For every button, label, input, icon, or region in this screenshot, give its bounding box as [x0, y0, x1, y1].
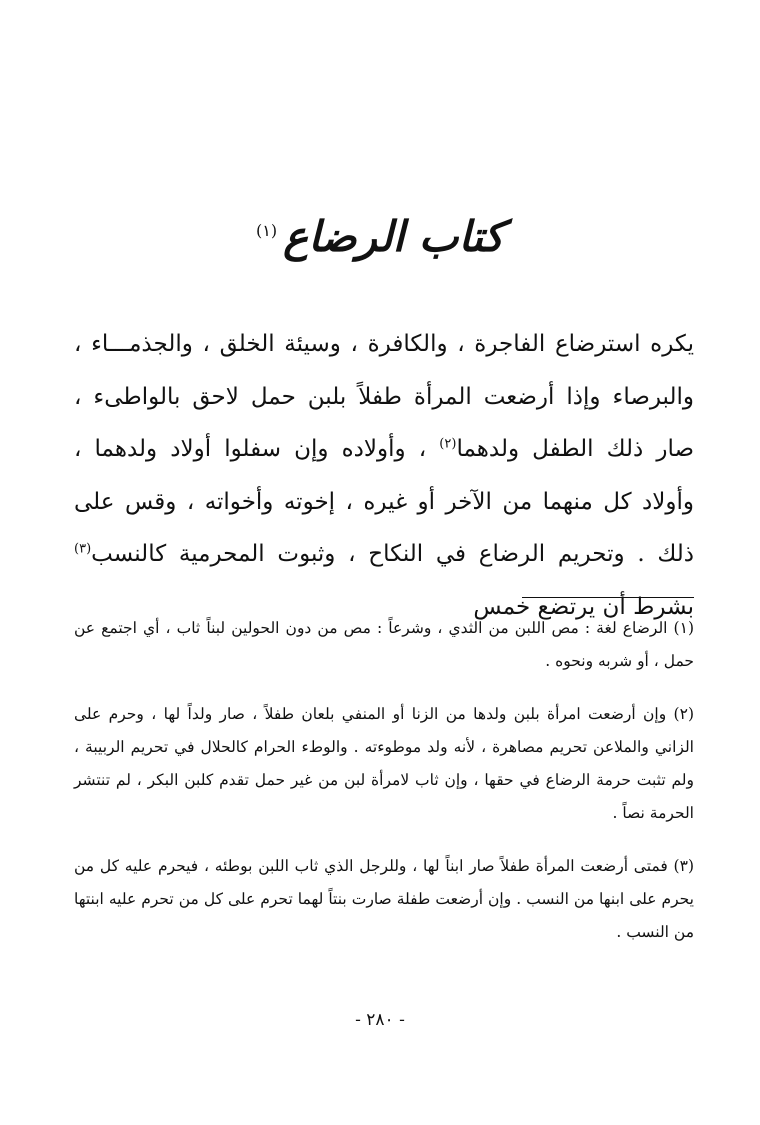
footnote-marker-3: (٣) — [74, 541, 92, 557]
footnote-3: (٣) فمتى أرضعت المرأة طفلاً صار ابناً لها ، وللرجل الذي ثاب اللبن بوطئه ، فيحرم عليه كل من يحرم على ابنها من النسب . وإن أرضعت طفلة صارت بنتاً لهما تحرم على كل من تحرم عليه ابنتها من النسب . — [74, 857, 694, 941]
chapter-title-text: كتاب الرضاع — [283, 212, 504, 261]
footnotes — [74, 612, 694, 969]
footnote-marker-2: (٢) — [439, 436, 457, 452]
main-text-part-3: بشرط أن يرتضع خمس — [473, 593, 694, 620]
main-paragraph — [74, 318, 694, 633]
footnote-2: (٢) وإن أرضعت امرأة بلبن ولدها من الزنا أو المنفي بلعان طفلاً ، صار ولداً لها ، وحرم على الزاني والملاعن تحريم مصاهرة ، لأنه ولد موطوءته . والوطء الحرام كالحلال في تحريم الربيبة ، ولم تثبت حرمة الرضاع في حقها ، وإن ثاب لامرأة لبن من غير حمل تقدم كلبن البكر ، لم تنتشر الحرمة نصاً . — [74, 705, 694, 822]
footnote-1: (١) الرضاع لغة : مص اللبن من الثدي ، وشرعاً : مص من دون الحولين لبناً ثاب ، أي اجتمع عن حمل ، أو شربه ونحوه . — [74, 619, 694, 670]
footnote-divider — [522, 597, 694, 598]
main-text-part-1: يكره استرضاع الفاجرة ، والكافرة ، وسيئة الخلق ، والجذمـــاء ، والبرصاء وإذا أرضعت المرأة طفلاً بلبن حمل لاحق بالواطىء ، صار ذلك الطفل ولدهما — [74, 331, 694, 462]
page-number: - ٢٨٠ - — [355, 1010, 405, 1030]
chapter-title — [0, 212, 760, 261]
main-text-part-2: ، وأولاده وإن سفلوا أولاد ولدهما ، وأولاد كل منهما من الآخر أو غيره ، إخوته وأخواته ، وقس على ذلك . وتحريم الرضاع في النكاح ، وثبوت المحرمية كالنسب — [74, 436, 694, 567]
chapter-footnote-marker: (١) — [256, 221, 278, 240]
